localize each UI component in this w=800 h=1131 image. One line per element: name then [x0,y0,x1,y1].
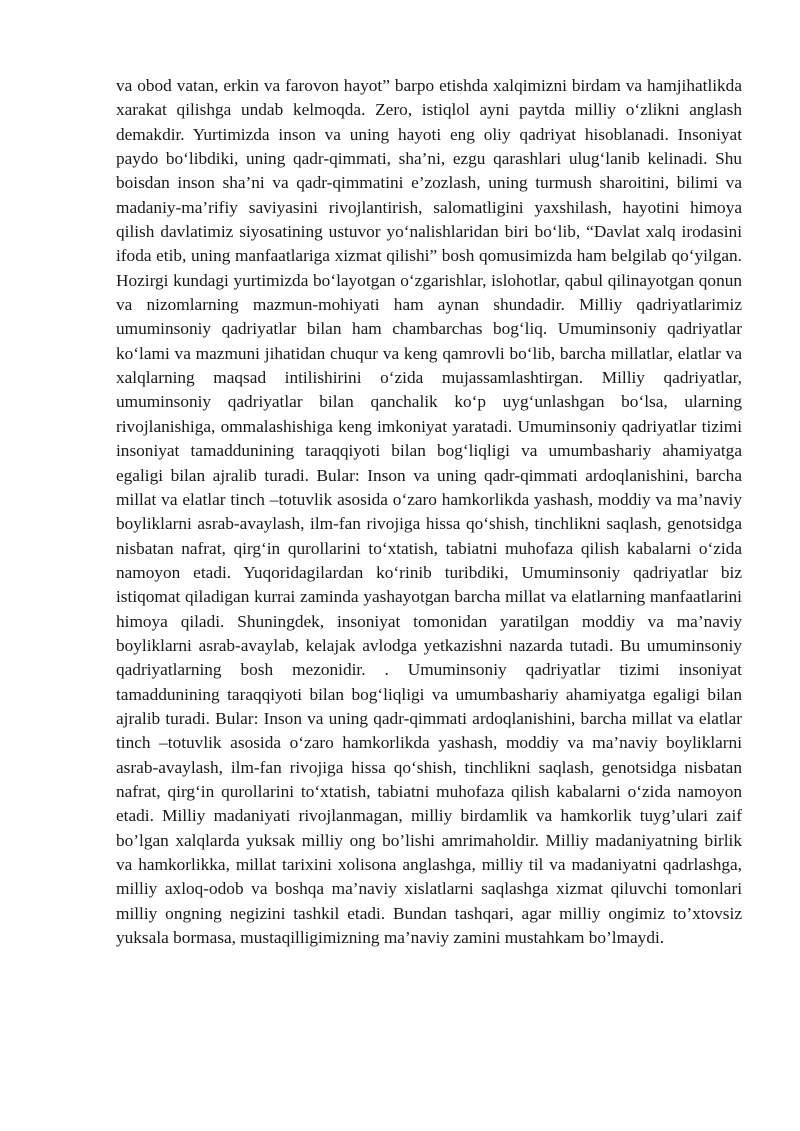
body-paragraph: va obod vatan, erkin va farovon hayot” barpo etishda xalqimizni birdam va hamjihatlikda xarakat qilishga undab kelmoqda. Zero, istiqlol ayni paytda milliy o‘zlikni anglash demakdir. Yurtimizda inson va uning hayoti eng oliy qadriyat hisoblanadi. Insoniyat paydo bo‘libdiki, uning qadr-qimmati, sha’ni, ezgu qarashlari ulug‘lanib kelinadi. Shu boisdan inson sha’ni va qadr-qimmatini e’zozlash, uning turmush sharoitini, bilimi va madaniy-ma’rifiy saviyasini rivojlantirish, salomatligini yaxshilash, hayotini himoya qilish davlatimiz siyosatining ustuvor yo‘nalishlaridan biri bo‘lib, “Davlat xalq irodasini ifoda etib, uning manfaatlariga xizmat qilishi” bosh qomusimizda ham belgilab qo‘yilgan. Hozirgi kundagi yurtimizda bo‘layotgan o‘zgarishlar, islohotlar, qabul qilinayotgan qonun va nizomlarning mazmun-mohiyati ham aynan shundadir. Milliy qadriyatlarimiz umuminsoniy qadriyatlar bilan ham chambarchas bog‘liq. Umuminsoniy qadriyatlar ko‘lami va mazmuni jihatidan chuqur va keng qamrovli bo‘lib, barcha millatlar, elatlar va xalqlarning maqsad intilishirini o‘zida mujassamlashtirgan. Milliy qadriyatlar, umuminsoniy qadriyatlar bilan qanchalik ko‘p uyg‘unlashgan bo‘lsa, ularning rivojlanishiga, ommalashishiga keng imkoniyat yaratadi. Umuminsoniy qadriyatlar tizimi insoniyat tamaddunining taraqqiyoti bilan bog‘liqligi va umumbashariy ahamiyatga egaligi bilan ajralib turadi. Bular: Inson va uning qadr-qimmati ardoqlanishini, barcha millat va elatlar tinch –totuvlik asosida o‘zaro hamkorlikda yashash, moddiy va ma’naviy boyliklarni asrab-avaylash, ilm-fan rivojiga hissa qo‘shish, tinchlikni saqlash, genotsidga nisbatan nafrat, qirg‘in qurollarini to‘xtatish, tabiatni muhofaza qilish kabalarni o‘zida namoyon etadi. Yuqoridagilardan ko‘rinib turibdiki, Umuminsoniy qadriyatlar biz istiqomat qiladigan kurrai zaminda yashayotgan barcha millat va elatlarning manfaatlarini himoya qiladi. Shuningdek, insoniyat tomonidan yaratilgan moddiy va ma’naviy boyliklarni asrab-avaylab, kelajak avlodga yetkazishni nazarda tutadi. Bu umuminsoniy qadriyatlarning bosh mezonidir. . Umuminsoniy qadriyatlar tizimi insoniyat tamaddunining taraqqiyoti bilan bog‘liqligi va umumbashariy ahamiyatga egaligi bilan ajralib turadi. Bular: Inson va uning qadr-qimmati ardoqlanishini, barcha millat va elatlar tinch –totuvlik asosida o‘zaro hamkorlikda yashash, moddiy va ma’naviy boyliklarni asrab-avaylash, ilm-fan rivojiga hissa qo‘shish, tinchlikni saqlash, genotsidga nisbatan nafrat, qirg‘in qurollarini to‘xtatish, tabiatni muhofaza qilish kabalarni o‘zida namoyon etadi. Milliy madaniyati rivojlanmagan, milliy birdamlik va hamkorlik tuyg’ulari zaif bo’lgan xalqlarda yuksak milliy ong bo’lishi amrimaholdir. Milliy madaniyatning birlik va hamkorlikka, millat tarixini xolisona anglashga, milliy til va madaniyatni qadrlashga, milliy axloq-odob va boshqa ma’naviy xislatlarni saqlashga xizmat qiluvchi tomonlari milliy ongning negizini tashkil etadi. Bundan tashqari, agar milliy ongimiz to’xtovsiz yuksala bormasa, mustaqilligimizning ma’naviy zamini mustahkam bo’lmaydi. [116,76,742,948]
